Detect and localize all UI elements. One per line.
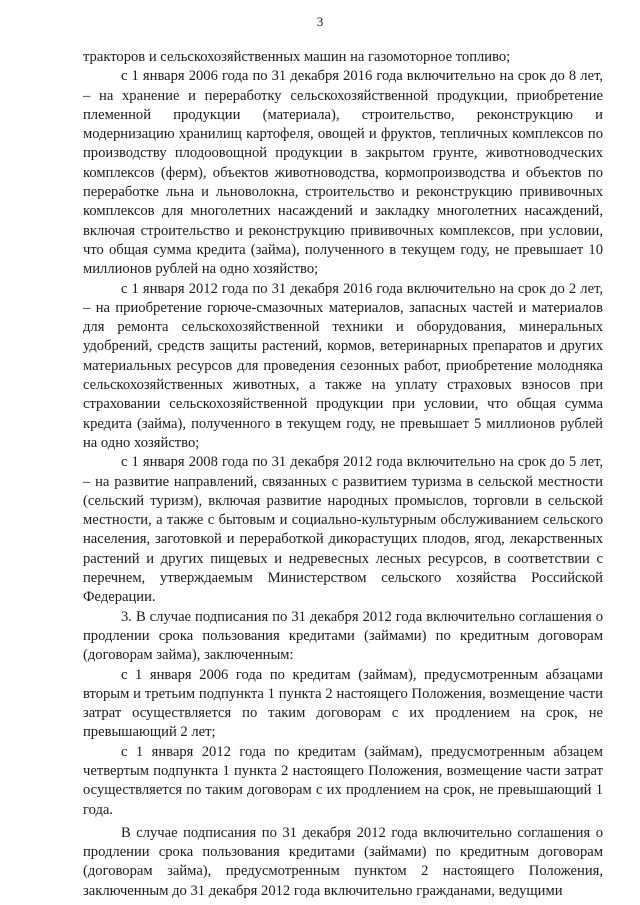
paragraph-2008-2012: с 1 января 2008 года по 31 декабря 2012 года включительно на срок до 5 лет, – на развитие направлений, связанных с развитием туризма в сельской местности (сельский туризм), включая развитие народных промыслов, торговли в сельской местности, а также с бытовым и социально-культурным обслуживанием сельского населения, заготовкой и переработкой дикорастущих плодов, ягод, лекарственных растений и других пищевых и недревесных лесных ресурсов, в соответствии с перечнем, утверждаемым Министерством сельского хозяйства Российской Федерации. xyxy=(83,454,603,606)
document-body xyxy=(83,48,603,901)
paragraph-2012-2016: с 1 января 2012 года по 31 декабря 2016 года включительно на срок до 2 лет, – на приобретение горюче-смазочных материалов, запасных частей и материалов для ремонта сельскохозяйственной техники и оборудования, минеральных удобрений, средств защиты растений, кормов, ветеринарных препаратов и других материальных ресурсов для проведения сезонных работ, приобретение молодняка сельскохозяйственных животных, а также на уплату страховых взносов при страховании сельскохозяйственной продукции при условии, что общая сумма кредита (займа), полученного в текущем году, не превышает 5 миллионов рублей на одно хозяйство; xyxy=(83,280,603,451)
paragraph-2006-credits: с 1 января 2006 года по кредитам (займам), предусмотренным абзацами вторым и третьим подпункта 1 пункта 2 настоящего Положения, возмещение части затрат осуществляется по таким договорам с их продлением на срок, не превышающий 2 лет; xyxy=(83,666,603,741)
page-number: 3 xyxy=(316,14,324,29)
paragraph-extension-citizens: В случае подписания по 31 декабря 2012 года включительно соглашения о продлении срока пользования кредитами (займами) по кредитным договорам (договорам займа), предусмотренным пунктом 2 настоящего Положения, заключенным до 31 декабря 2012 года включительно гражданами, ведущими xyxy=(83,824,603,899)
paragraph-2012-credits: с 1 января 2012 года по кредитам (займам), предусмотренным абзацем четвертым подпункта 1 пункта 2 настоящего Положения, возмещение части затрат осуществляется по таким договорам с их продлением на срок, не превышающий 1 года. xyxy=(83,743,603,818)
paragraph-2006-2016: с 1 января 2006 года по 31 декабря 2016 года включительно на срок до 8 лет, – на хранение и переработку сельскохозяйственной продукции, приобретение племенной продукции (материала), строительство, реконструкцию и модернизацию хранилищ картофеля, овощей и фруктов, тепличных комплексов по производству плодоовощной продукции в закрытом грунте, животноводческих комплексов (ферм), объектов животноводства, кормопроизводства и объектов по переработке льна и льноволокна, строительство и реконструкцию прививочных комплексов для многолетних насаждений и закладку многолетних насаждений, включая строительство и реконструкцию прививочных комплексов, при условии, что общая сумма кредита (займа), полученного в текущем году, не превышает 10 миллионов рублей на одно хозяйство; xyxy=(83,68,603,278)
paragraph-continuation: тракторов и сельскохозяйственных машин на газомоторное топливо; xyxy=(83,49,511,65)
paragraph-clause-3: 3. В случае подписания по 31 декабря 2012 года включительно соглашения о продлении срока пользования кредитами (займами) по кредитным договорам (договорам займа), заключенным: xyxy=(83,608,603,664)
